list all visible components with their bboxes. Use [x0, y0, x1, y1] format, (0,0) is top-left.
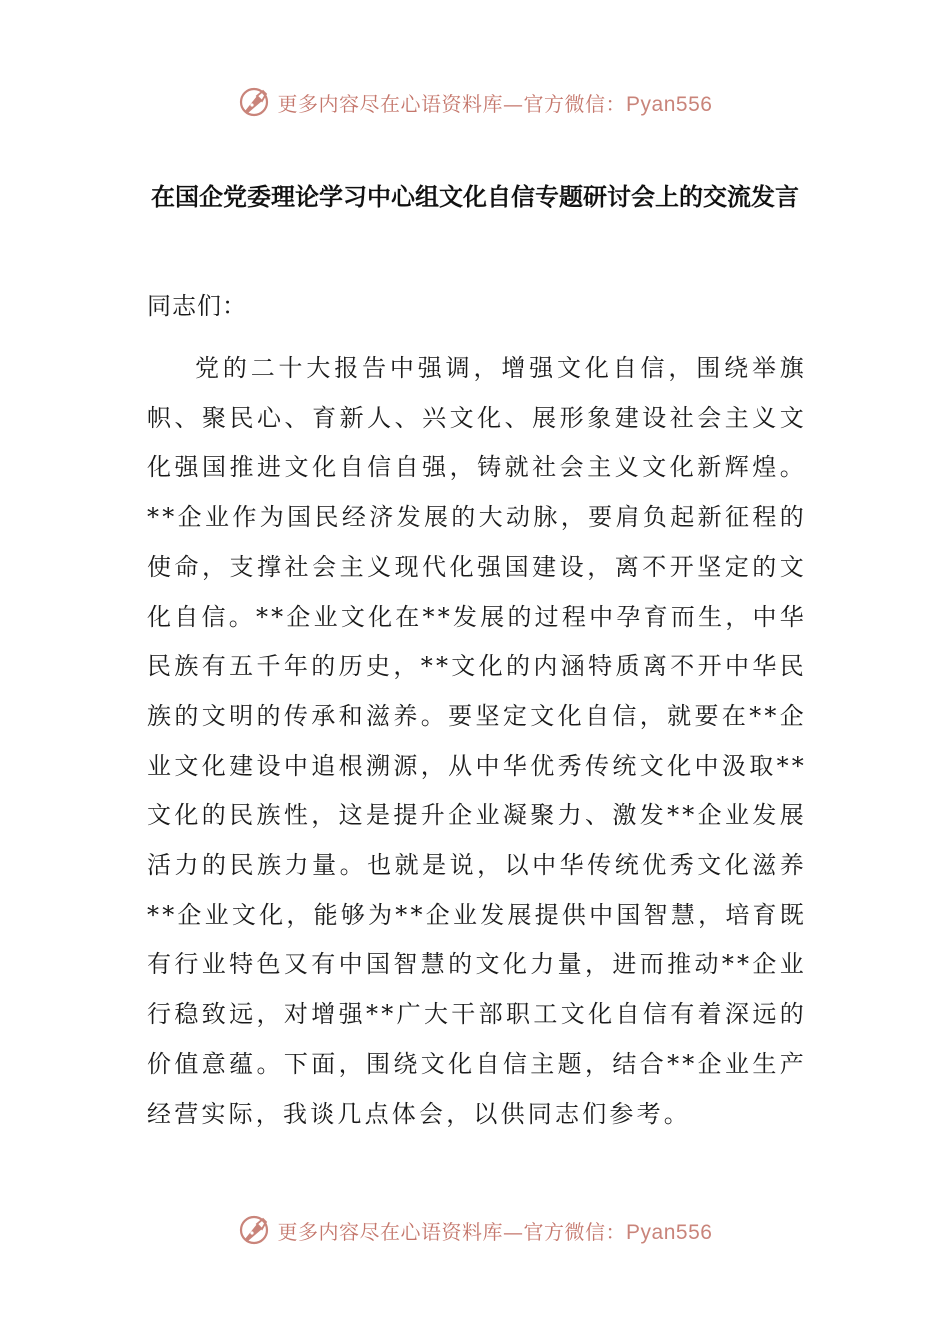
watermark-banner-bottom: [0, 1210, 950, 1250]
watermark-contact-label: 官方微信：: [523, 91, 627, 116]
watermark-slogan: 更多内容尽在心语资料库: [277, 91, 504, 116]
watermark-text: [278, 88, 713, 117]
pen-nib-logo-icon: [238, 1214, 270, 1246]
watermark-separator: —: [503, 91, 524, 116]
salutation: 同志们：: [147, 292, 247, 320]
watermark-slogan: 更多内容尽在心语资料库: [277, 1219, 504, 1244]
pen-nib-logo-icon: [238, 86, 270, 118]
watermark-separator: —: [503, 1219, 524, 1244]
watermark-banner-top: [0, 82, 950, 122]
document-title: 在国企党委理论学习中心组文化自信专题研讨会上的交流发言: [151, 183, 799, 211]
watermark-contact-label: 官方微信：: [523, 1219, 627, 1244]
body-paragraph: 党的二十大报告中强调，增强文化自信，围绕举旗帜、聚民心、育新人、兴文化、展形象建设社会主义文化强国推进文化自信自强，铸就社会主义文化新辉煌。**企业作为国民经济发展的大动脉，要肩负起新征程的使命，支撑社会主义现代化强国建设，离不开坚定的文化自信。**企业文化在**发展的过程中孕育而生，中华民族有五千年的历史，**文化的内涵特质离不开中华民族的文明的传承和滋养。要坚定文化自信，就要在**企业文化建设中追根溯源，从中华优秀传统文化中汲取**文化的民族性，这是提升企业凝聚力、激发**企业发展活力的民族力量。也就是说，以中华传统优秀文化滋养**企业文化，能够为**企业发展提供中国智慧，培育既有行业特色又有中国智慧的文化力量，进而推动**企业行稳致远，对增强**广大干部职工文化自信有着深远的价值意蕴。下面，围绕文化自信主题，结合**企业生产经营实际，我谈几点体会，以供同志们参考。: [147, 354, 807, 1128]
watermark-contact-handle: Pyan556: [626, 1220, 713, 1244]
watermark-contact-handle: Pyan556: [626, 92, 713, 116]
watermark-text: [278, 1216, 713, 1245]
